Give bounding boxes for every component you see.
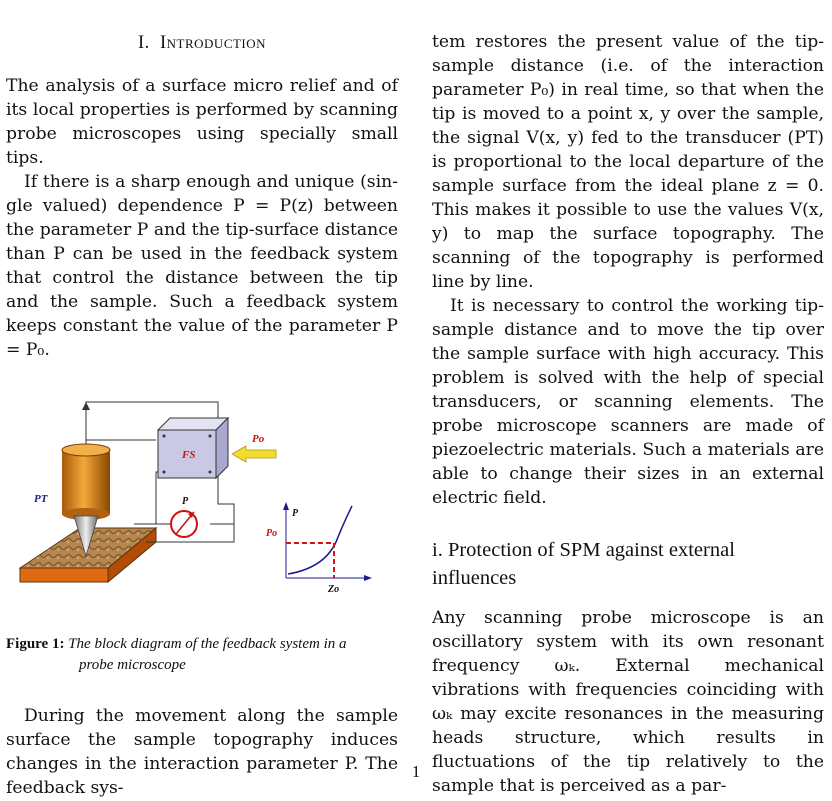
- feedback-diagram-svg: [6, 392, 398, 614]
- left-column: [6, 30, 398, 800]
- wire-arrow-icon: [82, 402, 90, 410]
- caption-line-1: The block diagram of the feedback system in a: [68, 636, 347, 652]
- section-number: I.: [137, 33, 150, 53]
- figure-caption: [6, 634, 398, 676]
- fs-box: [158, 418, 228, 478]
- paragraph-right-2: It is necessary to control the working tip-sample distance and to move the tip over the sample surface with high accuracy. This problem is solved with the help of special transducers, or scanning elements. The probe microscope scanners are made of piezoelectric materials. Such a materials are able to change their sizes in an external electric field.: [432, 296, 824, 508]
- label-p-axis: P: [292, 508, 299, 519]
- paragraph-right-1: tem restores the present value of the tip-sample distance (i.e. of the interaction parameter P₀) in real time, so that when the tip is moved to a point x, y over the sample, the signal V(x, y) fed to the transducer (PT) is proportional to the local departure of the sample surface from the ideal plane z = 0. This makes it possible to use the values V(x, y) to map the surface topography. The scanning of the topography is performed line by line.: [432, 32, 824, 292]
- subsection-title: i. Protection of SPM against external influences: [432, 539, 735, 589]
- paragraph-intro-2: If there is a sharp enough and unique (single valued) dependence P = P(z) between the parameter P and the tip-surface distance than P can be used in the feedback system that control the distance between the tip and the sample. Such a feedback system keeps constant the value of the parameter P = P₀.: [6, 172, 398, 360]
- caption-label: Figure 1:: [6, 636, 65, 652]
- page-number: 1: [411, 762, 421, 781]
- po-input-arrow: [232, 446, 276, 462]
- right-column: [432, 30, 824, 798]
- paragraph-intro-3: During the movement along the sample surface the sample topography induces changes in the interaction parameter P. The feedback sys-: [6, 706, 398, 798]
- label-fs: FS: [182, 449, 196, 461]
- p-meter: [171, 511, 197, 537]
- paragraph-intro-1: The analysis of a surface micro relief and of its local properties is performed by scanning probe microscopes using specially small tips.: [6, 76, 398, 168]
- label-zo-axis: Zo: [328, 584, 340, 595]
- caption-line-2: probe microscope: [79, 657, 186, 673]
- section-name: Introduction: [160, 33, 267, 53]
- figure-feedback-diagram: [6, 392, 398, 614]
- label-po-input: Po: [252, 433, 265, 445]
- section-title: [6, 33, 398, 54]
- label-pt: PT: [34, 493, 48, 505]
- label-p-meter: P: [182, 496, 189, 507]
- label-po-axis: Po: [266, 528, 278, 539]
- paragraph-right-3: Any scanning probe microscope is an oscillatory system with its own resonant frequency ωₖ. External mechanical vibrations with frequencies coinciding with ωₖ may excite resonances in the measuring heads structure, which results in fluctuations of the tip relatively to the sample that is perceived as a par-: [432, 608, 824, 796]
